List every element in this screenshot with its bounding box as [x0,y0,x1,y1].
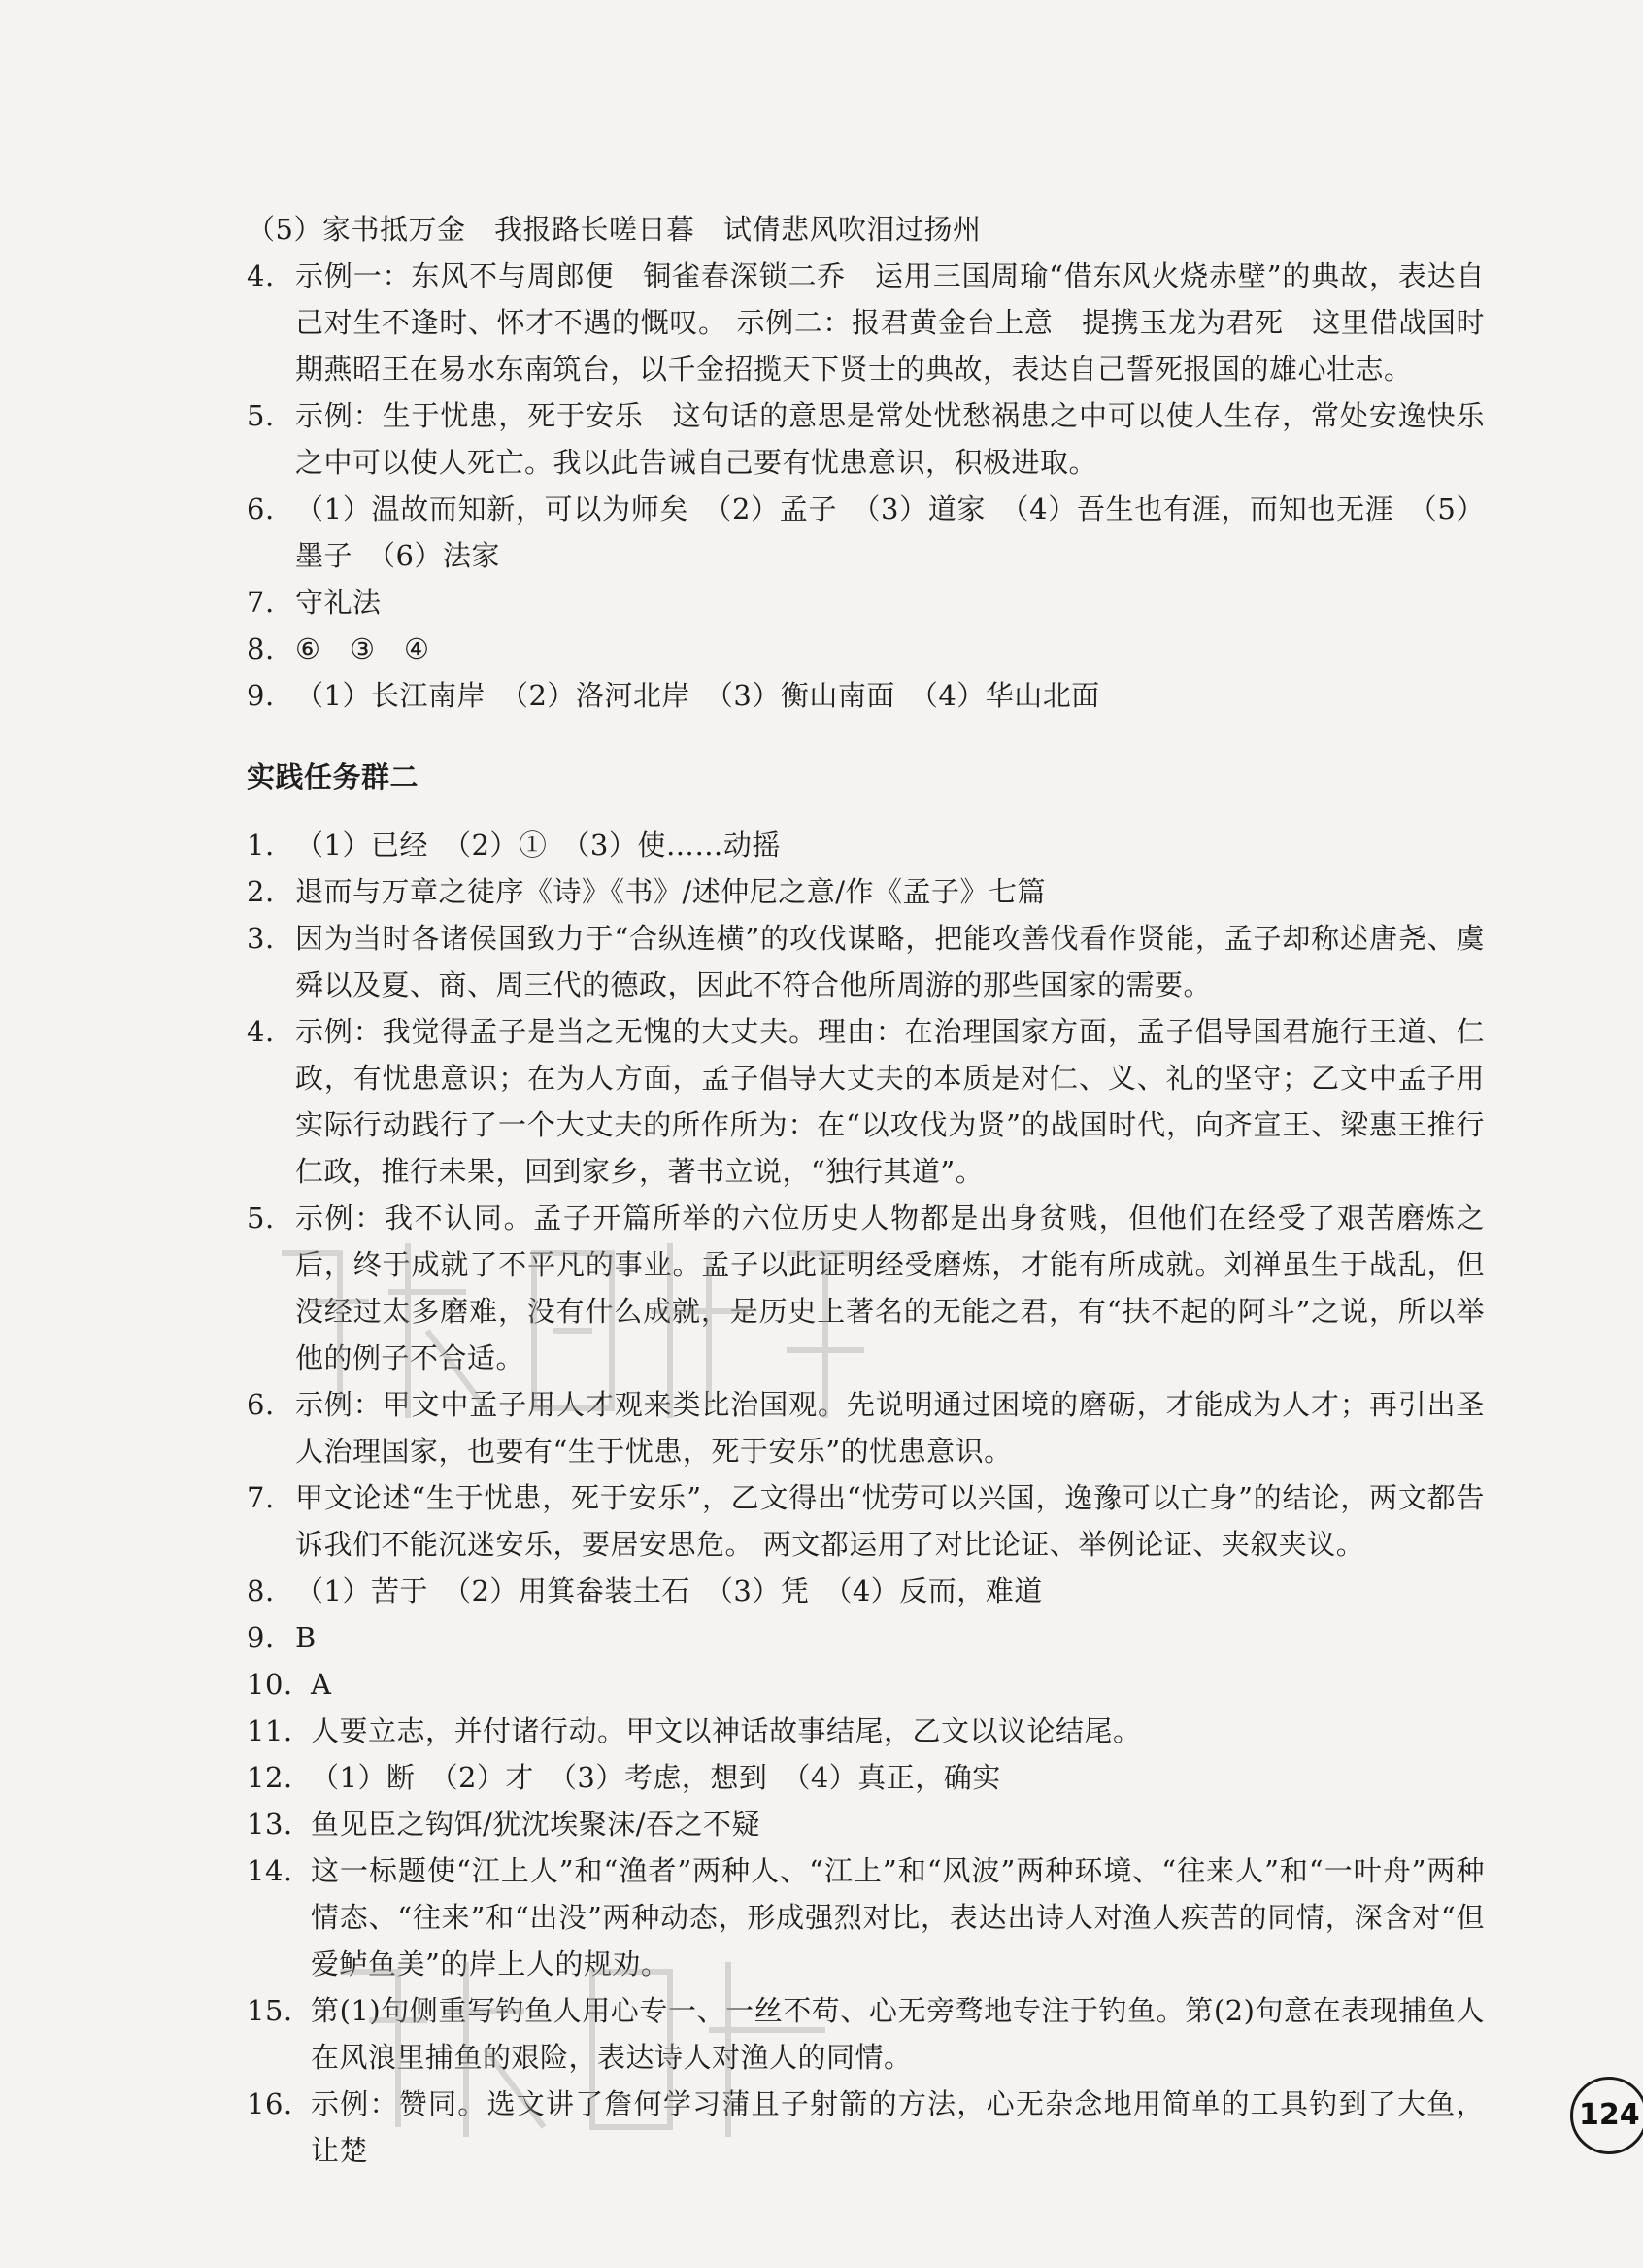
answer-number: 9. [247,1621,275,1654]
answer-text: 第(1)句侧重写钓鱼人用心专一、一丝不苟、心无旁骛地专注于钓鱼。第(2)句意在表现捕鱼人在风浪里捕鱼的艰险，表达诗人对渔人的同情。 [311,1994,1485,2074]
answer-item-7 [247,1474,1485,1568]
answer-item-5 [247,392,1485,486]
answer-text: （1）长江南岸 （2）洛河北岸 （3）衡山南面 （4）华山北面 [295,679,1100,712]
answer-number: 11. [247,1714,293,1747]
answer-line [247,206,1485,253]
answer-item-1 [247,822,1485,868]
part1-answers [247,206,1485,719]
answer-text: （1）已经 （2）① （3）使……动摇 [295,829,781,862]
answer-text: 示例：我觉得孟子是当之无愧的大丈夫。理由：在治理国家方面，孟子倡导国君施行王道、仁政，有忧患意识；在为人方面，孟子倡导大丈夫的本质是对仁、义、礼的坚守；乙文中孟子用实际行动践行了一个大丈夫的所作所为：在“以攻伐为贤”的战国时代，向齐宣王、梁惠王推行仁政，推行未果，回到家乡，著书立说，“独行其道”。 [295,1015,1485,1188]
answer-number: 5. [247,1202,275,1235]
answer-text: 示例：我不认同。孟子开篇所举的六位历史人物都是出身贫贱，但他们在经受了艰苦磨炼之后，终于成就了不平凡的事业。孟子以此证明经受磨炼，才能有所成就。刘禅虽生于战乱，但没经过太多磨难，没有什么成就，是历史上著名的无能之君，有“扶不起的阿斗”之说，所以举他的例子不合适。 [295,1202,1485,1374]
answer-number: 13. [247,1808,293,1841]
section-title: 实践任务群二 [247,761,419,794]
answer-item-11 [247,1708,1485,1754]
answer-text: B [295,1621,317,1654]
answer-number: 6. [247,1388,275,1421]
answer-text: 鱼见臣之钩饵/犹沈埃聚沫/吞之不疑 [311,1808,761,1841]
answer-text: 示例：生于忧患，死于安乐 这句话的意思是常处忧愁祸患之中可以使人生存，常处安逸快乐之中可以使人死亡。我以此告诫自己要有忧患意识，积极进取。 [295,399,1485,479]
answer-text: 这一标题使“江上人”和“渔者”两种人、“江上”和“风波”两种环境、“往来人”和“一叶舟”两种情态、“往来”和“出没”两种动态，形成强烈对比，表达出诗人对渔人疾苦的同情，深含对“但爱鲈鱼美”的岸上人的规劝。 [311,1854,1485,1980]
answer-number: 5. [247,399,275,432]
answer-text: A [311,1668,332,1701]
answer-item-4 [247,1008,1485,1195]
answer-item-3 [247,915,1485,1008]
answer-text: 示例一：东风不与周郎便 铜雀春深锁二乔 运用三国周瑜“借东风火烧赤壁”的典故，表达自己对生不逢时、怀才不遇的慨叹。 示例二：报君黄金台上意 提携玉龙为君死 这里借战国时期燕昭王在易水东南筑台，以千金招揽天下贤士的典故，表达自己誓死报国的雄心壮志。 [295,259,1485,386]
answer-text: （1）温故而知新，可以为师矣 （2）孟子 （3）道家 （4）吾生也有涯，而知也无涯 （5）墨子 （6）法家 [295,492,1485,572]
answer-text: 甲文论述“生于忧患，死于安乐”，乙文得出“忧劳可以兴国，逸豫可以亡身”的结论，两文都告诉我们不能沉迷安乐，要居安思危。 两文都运用了对比论证、举例论证、夹叙夹议。 [295,1481,1485,1561]
answer-text: 守礼法 [295,586,382,619]
answer-item-4 [247,253,1485,392]
page-number: 124 [1579,2098,1640,2132]
answer-text: 退而与万章之徒序《诗》《书》/述仲尼之意/作《孟子》七篇 [295,875,1047,908]
answer-number: 3. [247,922,275,955]
answer-item-6 [247,1381,1485,1474]
answer-item-8 [247,626,1485,672]
answer-text: ⑥ ③ ④ [295,632,430,665]
answer-number: 1. [247,829,275,862]
page-number-badge [1570,2077,1643,2154]
answer-text: 人要立志，并付诸行动。甲文以神话故事结尾，乙文以议论结尾。 [311,1714,1142,1747]
answer-number: 2. [247,875,275,908]
answer-number: 15. [247,1994,293,2027]
answer-item-13 [247,1801,1485,1847]
answer-item-6 [247,486,1485,579]
answer-item-9 [247,672,1485,719]
answer-text: （5）家书抵万金 我报路长嗟日暮 试倩悲风吹泪过扬州 [247,213,982,246]
answer-text: 示例：赞同。选文讲了詹何学习蒲且子射箭的方法，心无杂念地用简单的工具钓到了大鱼，让楚 [311,2087,1485,2167]
part2-answers [247,822,1485,2174]
answer-content [247,206,1485,2174]
answer-text: （1）苦于 （2）用箕畚装土石 （3）凭 （4）反而，难道 [295,1574,1043,1608]
answer-text: 因为当时各诸侯国致力于“合纵连横”的攻伐谋略，把能攻善伐看作贤能，孟子却称述唐尧、虞舜以及夏、商、周三代的德政，因此不符合他所周游的那些国家的需要。 [295,922,1485,1001]
answer-item-7 [247,579,1485,626]
answer-text: （1）断 （2）才 （3）考虑，想到 （4）真正，确实 [311,1761,1001,1794]
answer-number: 4. [247,259,275,292]
answer-item-2 [247,868,1485,915]
answer-number: 4. [247,1015,275,1048]
answer-item-16 [247,2081,1485,2174]
answer-item-12 [247,1754,1485,1801]
answer-item-10 [247,1661,1485,1708]
answer-number: 8. [247,1574,275,1608]
answer-item-15 [247,1987,1485,2081]
answer-number: 7. [247,1481,275,1514]
answer-number: 7. [247,586,275,619]
answer-item-14 [247,1847,1485,1987]
answer-number: 12. [247,1761,293,1794]
answer-item-5 [247,1195,1485,1381]
answer-item-8 [247,1568,1485,1614]
answer-number: 14. [247,1854,293,1887]
answer-number: 6. [247,492,275,525]
answer-number: 16. [247,2087,293,2120]
answer-number: 9. [247,679,275,712]
answer-number: 10. [247,1668,293,1701]
answer-number: 8. [247,632,275,665]
answer-item-9 [247,1614,1485,1661]
answer-text: 示例：甲文中孟子用人才观来类比治国观。先说明通过困境的磨砺，才能成为人才；再引出圣人治理国家，也要有“生于忧患，死于安乐”的忧患意识。 [295,1388,1485,1468]
